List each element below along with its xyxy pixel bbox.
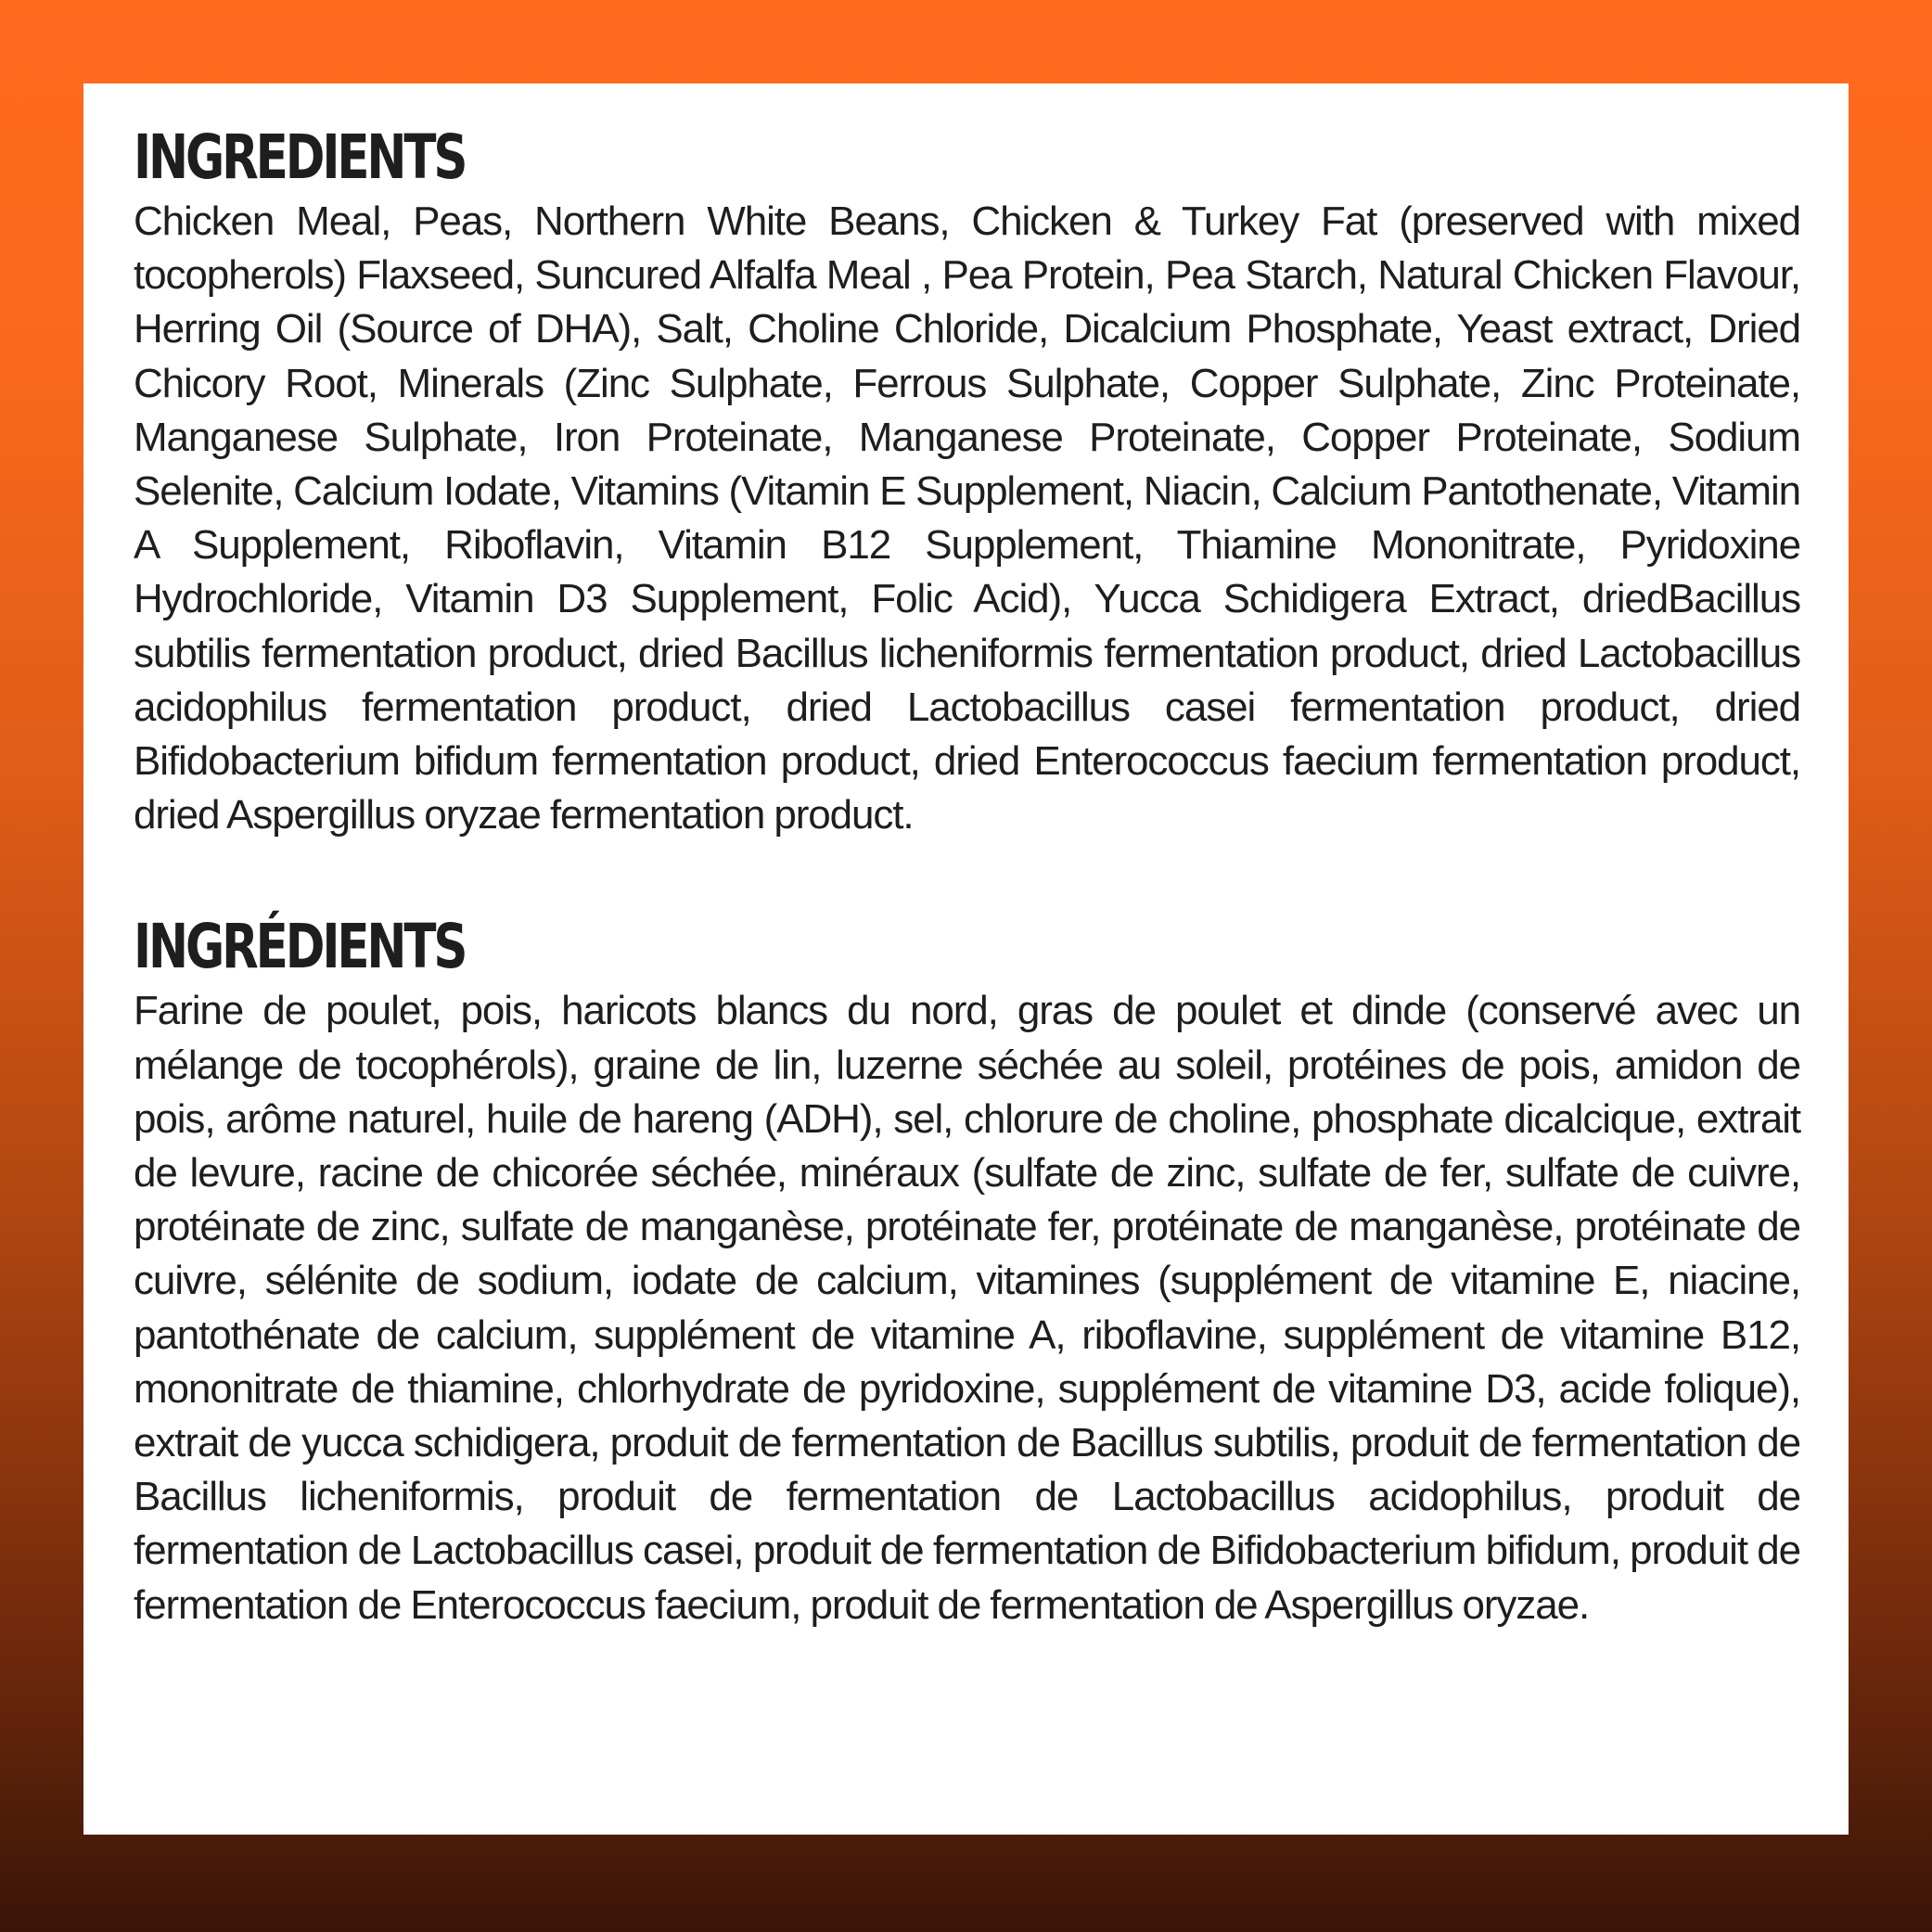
english-ingredients-title: INGREDIENTS <box>134 122 466 193</box>
french-ingredients-text: Farine de poulet, pois, haricots blancs du nord, gras de poulet et dinde (conservé avec un mélange de tocophérols), graine de lin, luzerne séchée au soleil, protéines de pois, amidon de pois, arôme naturel, huile de hareng (ADH), sel, chlorure de choline, phosphate dicalcique, extrait de levure, racine de chicorée séchée, minéraux (sulfate de zinc, sulfate de fer, sulfate de cuivre, protéinate de zinc, sulfate de manganèse, protéinate fer, protéinate de manganèse, protéinate de cuivre, sélénite de sodium, iodate de calcium, vitamines (supplément de vitamine E, niacine, pantothénate de calcium, supplément de vitamine A, riboflavine, supplément de vitamine B12, mononitrate de thiamine, chlorhydrate de pyridoxine, supplément de vitamine D3, acide folique), extrait de yucca schidigera, produit de fermentation de Bacillus subtilis, produit de fermentation de Bacillus licheniformis, produit de fermentation de Lactobacillus acidophilus, produit de fermentation de Lactobacillus casei, produit de fermentation de Bifidobacterium bifidum, produit de fermentation de Enterococcus faecium, produit de fermentation de Aspergillus oryzae. <box>134 988 1800 1628</box>
french-ingredients-section <box>134 910 1800 1631</box>
french-ingredients-title: INGRÉDIENTS <box>134 911 466 983</box>
english-ingredients-text: Chicken Meal, Peas, Northern White Beans, Chicken & Turkey Fat (preserved with mixed tocopherols) Flaxseed, Suncured Alfalfa Meal , Pea Protein, Pea Starch, Natural Chicken Flavour, Herring Oil (Source of DHA), Salt, Choline Chloride, Dicalcium Phosphate, Yeast extract, Dried Chicory Root, Minerals (Zinc Sulphate, Ferrous Sulphate, Copper Sulphate, Zinc Proteinate, Manganese Sulphate, Iron Proteinate, Manganese Proteinate, Copper Proteinate, Sodium Selenite, Calcium Iodate, Vitamins (Vitamin E Supplement, Niacin, Calcium Pantothenate, Vitamin A Supplement, Riboflavin, Vitamin B12 Supplement, Thiamine Mononitrate, Pyridoxine Hydrochloride, Vitamin D3 Supplement, Folic Acid), Yucca Schidigera Extract, driedBacillus subtilis fermentation product, dried Bacillus licheniformis fermentation product, dried Lactobacillus acidophilus fermentation product, dried Lactobacillus casei fermentation product, dried Bifidobacterium bifidum fermentation product, dried Enterococcus faecium fermentation product, dried Aspergillus oryzae fermentation product. <box>134 198 1800 838</box>
english-ingredients-section <box>134 121 1800 842</box>
ingredients-panel <box>83 83 1849 1835</box>
